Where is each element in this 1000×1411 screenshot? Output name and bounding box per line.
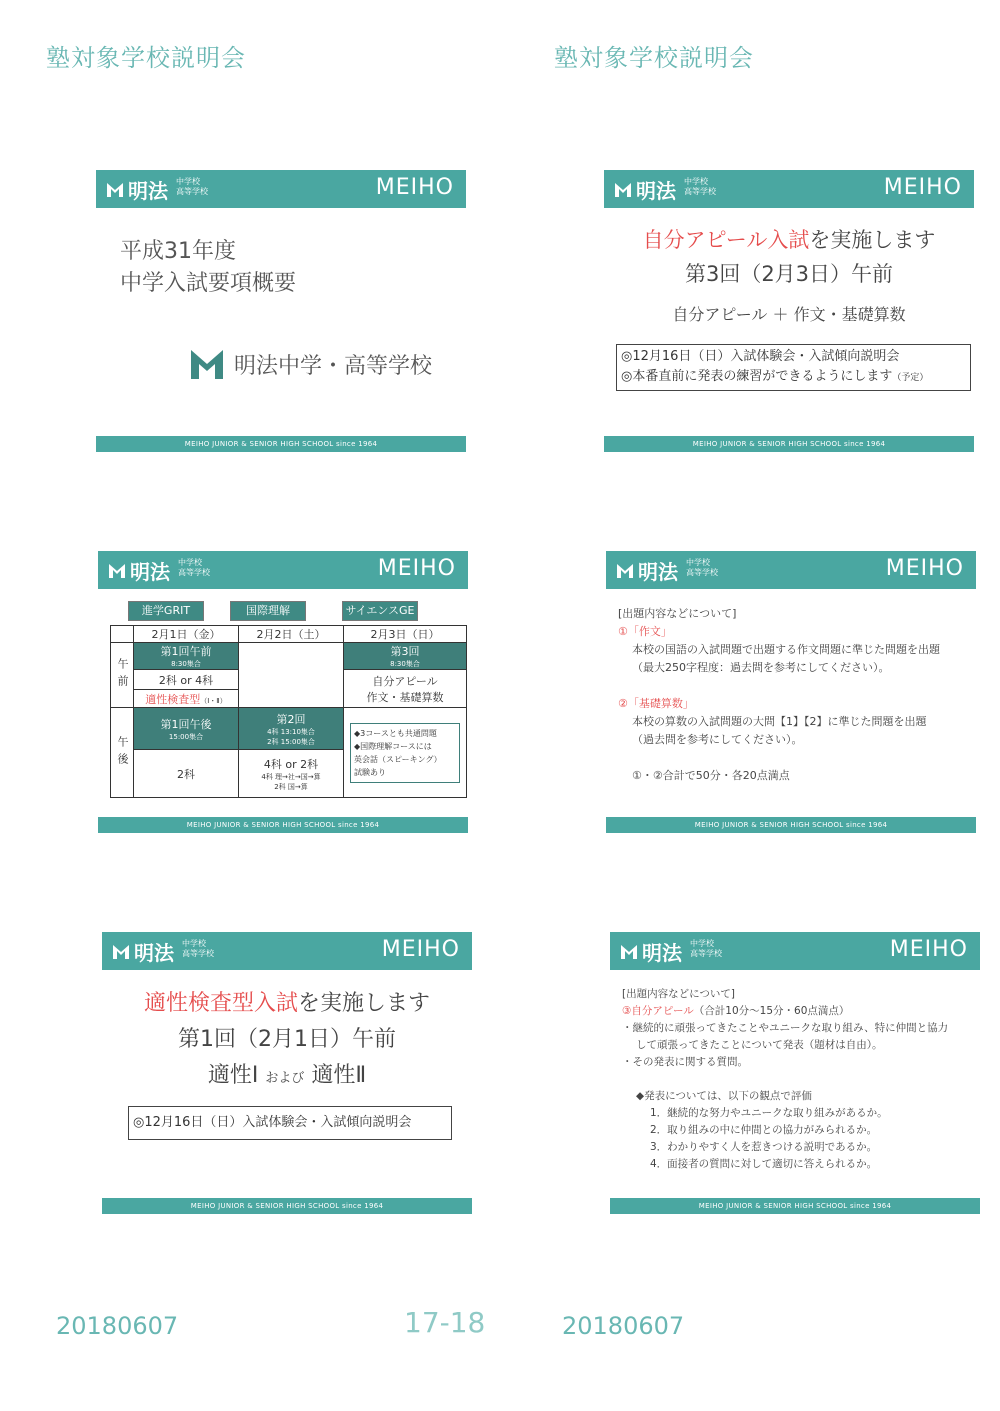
footer-date-right: 20180607 xyxy=(562,1312,685,1340)
brand-name: 明法 xyxy=(130,560,170,584)
brand-logo-text: MEIHO xyxy=(885,556,964,581)
course-grit: 進学GRIT xyxy=(128,601,204,621)
meiho-logo-icon xyxy=(112,942,130,960)
pm-day1-header: 第1回午後 15:00集合 xyxy=(134,708,239,750)
am-day3-header: 第3回 8:30集合 xyxy=(344,643,467,670)
pm-day2-subjects: 4科 or 2科 4科 理→社→国→算 2科 国→算 xyxy=(239,750,344,798)
pm-day1-subjects: 2科 xyxy=(134,750,239,798)
schedule-table xyxy=(110,625,467,798)
slide-header xyxy=(98,551,468,589)
exam-date: 第1回（2月1日）午前 xyxy=(178,1027,396,1052)
school-name: 明法中学・高等学校 xyxy=(190,348,432,380)
slide-header xyxy=(102,932,472,970)
slide-2 xyxy=(604,170,974,452)
pm-label: 午後 xyxy=(111,708,134,798)
brand-sub: 中学校 高等学校 xyxy=(178,558,210,577)
slide-footer: MEIHO JUNIOR & SENIOR HIGH SCHOOL since 1964 xyxy=(96,436,466,452)
slide-footer: MEIHO JUNIOR & SENIOR HIGH SCHOOL since 1964 xyxy=(610,1198,980,1214)
brand-logo-text: MEIHO xyxy=(889,937,968,962)
brand-name: 明法 xyxy=(642,941,682,965)
day-2: 2月2日（土） xyxy=(239,626,344,643)
am-day1-header: 第1回午前 8:30集合 xyxy=(134,643,239,670)
exam-content: [出題内容などについて] ①「作文」 本校の国語の入試問題で出題する作文問題に準じた問題を出題 （最大250字程度：過去問を参考にしてください）。 ②「基礎算数」 本校の算数の入試問題の大問【1】【2】に準じた問題を出題 （過去問を参考にしてください）。 ①・②合計で50分・各20点満点 xyxy=(618,607,940,782)
am-day2-empty xyxy=(239,643,344,708)
am-day1-subjects: 2科 or 4科 xyxy=(134,670,239,690)
slide-3 xyxy=(98,551,468,833)
brand-name: 明法 xyxy=(128,179,168,203)
brand-sub: 中学校 高等学校 xyxy=(182,939,214,958)
slide-footer: MEIHO JUNIOR & SENIOR HIGH SCHOOL since 1964 xyxy=(98,817,468,833)
meiho-logo-icon xyxy=(106,180,124,198)
meiho-logo-icon xyxy=(620,942,638,960)
self-appeal-content: [出題内容などについて] ③自分アピール（合計10分～15分・60点満点） ・継続的に頑張ってきたことやユニークな取り組み、特に仲間と協力 して頑張ってきたことについて発表（題材は自由）。 ・その発表に関する質問。 ◆発表については、以下の観点で評価 1．継続的な努力やユニークな取り組みがあるか。 2．取り組みの中に仲間との協力がみられるか。 3．わかりやすく人を惹きつける説明であるか。 4．面接者の質問に対して適切に答えられるか。 xyxy=(622,988,949,1170)
pm-day3-notes xyxy=(344,708,467,798)
footer-date-left: 20180607 xyxy=(56,1312,179,1340)
slide-header xyxy=(604,170,974,208)
am-label: 午前 xyxy=(111,643,134,708)
slide-footer: MEIHO JUNIOR & SENIOR HIGH SCHOOL since 1964 xyxy=(606,817,976,833)
brand-sub: 中学校 高等学校 xyxy=(684,177,716,196)
day-3: 2月3日（日） xyxy=(344,626,467,643)
brand-name: 明法 xyxy=(134,941,174,965)
slide-header xyxy=(610,932,980,970)
slide-header xyxy=(96,170,466,208)
meiho-logo-icon xyxy=(616,561,634,579)
brand-name: 明法 xyxy=(636,179,676,203)
brand-sub: 中学校 高等学校 xyxy=(690,939,722,958)
page-header-right: 塾対象学校説明会 xyxy=(554,44,754,72)
course-science: サイエンスGE xyxy=(342,601,418,621)
slide-header xyxy=(606,551,976,589)
course-kokusai: 国際理解 xyxy=(230,601,306,621)
brand-logo-text: MEIHO xyxy=(377,556,456,581)
meiho-logo-icon xyxy=(108,561,126,579)
brand-sub: 中学校 高等学校 xyxy=(176,177,208,196)
am-day1-tekisei: 適性検査型（Ⅰ・Ⅱ） xyxy=(134,690,239,708)
headline: 自分アピール入試を実施します xyxy=(642,228,936,252)
slide-6 xyxy=(610,932,980,1214)
am-day3-subjects: 自分アピール 作文・基礎算数 xyxy=(344,670,467,708)
slide-4 xyxy=(606,551,976,833)
meiho-logo-icon xyxy=(614,180,632,198)
note-box: ◎12月16日（日）入試体験会・入試傾向説明会 xyxy=(128,1106,452,1140)
brand-logo-text: MEIHO xyxy=(883,175,962,200)
page-header-left: 塾対象学校説明会 xyxy=(46,44,246,72)
exam-subjects: 自分アピール ＋ 作文・基礎算数 xyxy=(672,305,906,324)
note-box: ◎12月16日（日）入試体験会・入試傾向説明会 ◎本番直前に発表の練習ができるようにします（予定） xyxy=(616,344,971,391)
slide-5 xyxy=(102,932,472,1214)
headline: 適性検査型入試を実施します xyxy=(143,991,431,1016)
brand-name: 明法 xyxy=(638,560,678,584)
slide-footer: MEIHO JUNIOR & SENIOR HIGH SCHOOL since 1964 xyxy=(102,1198,472,1214)
day-1: 2月1日（金） xyxy=(134,626,239,643)
page-number: 17-18 xyxy=(404,1306,486,1339)
exam-date: 第3回（2月3日）午前 xyxy=(684,262,894,286)
slide-1 xyxy=(96,170,466,452)
brand-sub: 中学校 高等学校 xyxy=(686,558,718,577)
slide-title: 平成31年度 中学入試要項概要 xyxy=(120,239,297,296)
exam-subjects: 適性Ⅰ および 適性Ⅱ xyxy=(207,1063,367,1088)
common-exam-note: ◆3コースとも共通問題 ◆国際理解コースには 英会話（スピーキング） 試験あり xyxy=(350,723,460,783)
slide-footer: MEIHO JUNIOR & SENIOR HIGH SCHOOL since 1964 xyxy=(604,436,974,452)
pm-day2-header: 第2回 4科 13:10集合 2科 15:00集合 xyxy=(239,708,344,750)
meiho-emblem-icon xyxy=(190,348,224,380)
brand-logo-text: MEIHO xyxy=(381,937,460,962)
brand-logo-text: MEIHO xyxy=(375,175,454,200)
